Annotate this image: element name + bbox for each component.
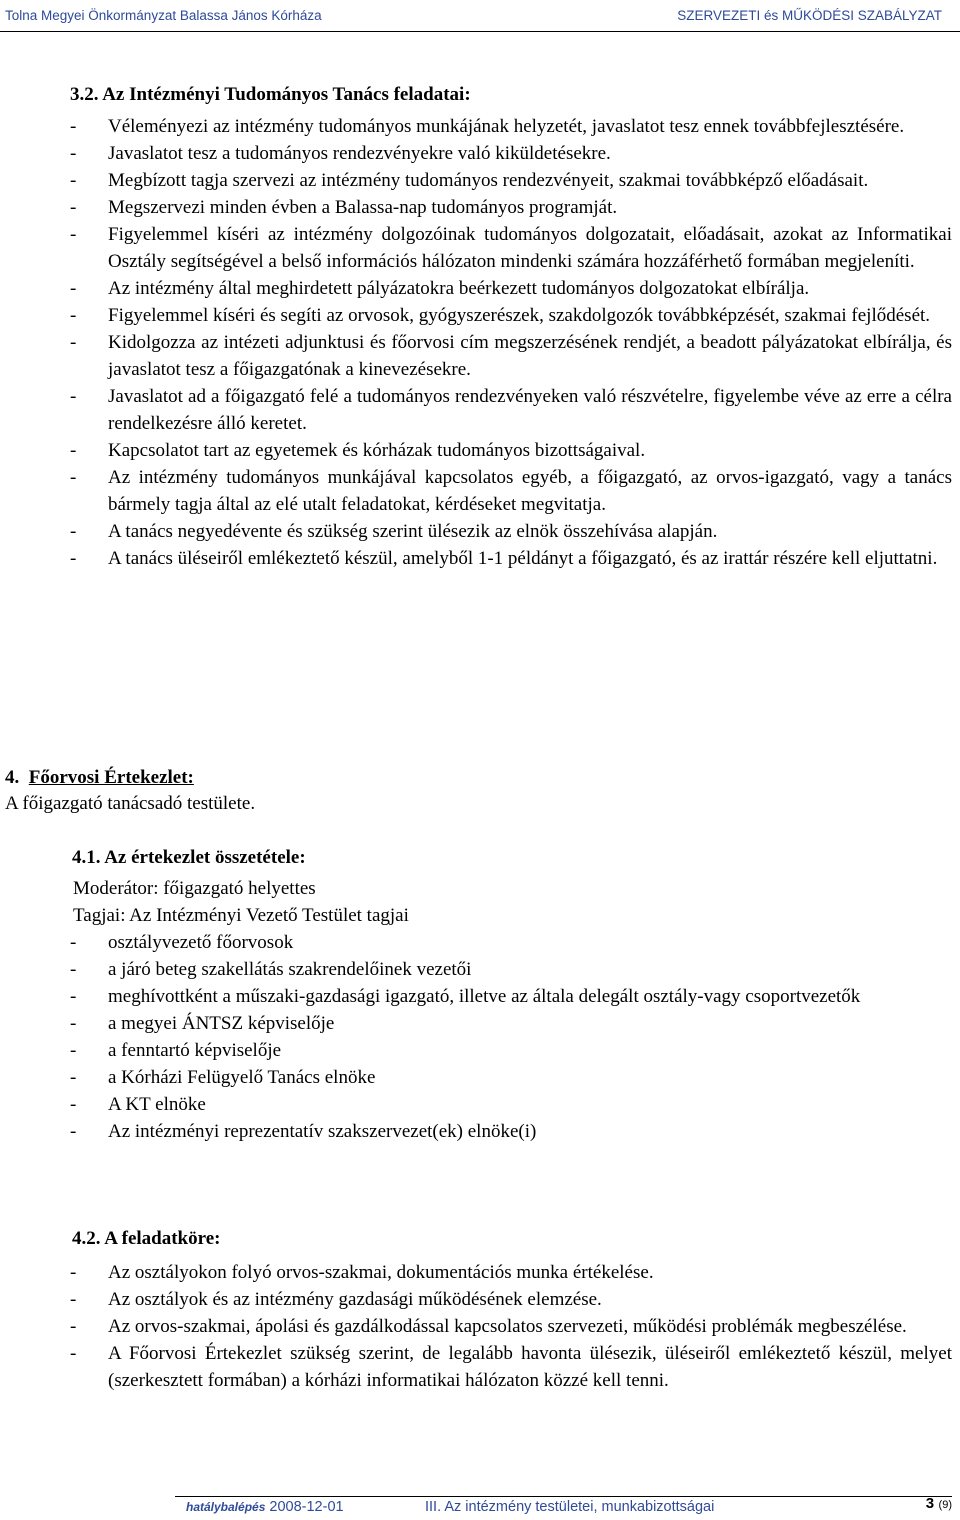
list-item: - meghívottként a műszaki-gazdasági igazgató, illetve az általa delegált osztály-vagy csoportvezetők: [70, 983, 952, 1010]
list-item: - Az orvos-szakmai, ápolási és gazdálkodással kapcsolatos szervezeti, működési problémák megbeszélése.: [70, 1313, 952, 1340]
list-item: - Az intézményi reprezentatív szakszervezet(ek) elnöke(i): [70, 1118, 952, 1145]
list-item: - Megszervezi minden évben a Balassa-nap tudományos programját.: [70, 194, 952, 221]
list-item: - Megbízott tagja szervezi az intézmény tudományos rendezvényeit, szakmai továbbképző előadásait.: [70, 167, 952, 194]
section-4-subtitle: A főigazgató tanácsadó testülete.: [5, 793, 256, 814]
list-item: - Javaslatot tesz a tudományos rendezvényekre való kiküldetésekre.: [70, 140, 952, 167]
list-item: - a Kórházi Felügyelő Tanács elnöke: [70, 1064, 952, 1091]
list-item: - a megyei ÁNTSZ képviselője: [70, 1010, 952, 1037]
section-4-heading: [5, 767, 194, 789]
footer-divider: [175, 1496, 952, 1497]
header-institution: Tolna Megyei Önkormányzat Balassa János Kórháza: [5, 8, 322, 23]
list-item: - Figyelemmel kíséri az intézmény dolgozóinak tudományos dolgozatait, előadásait, azokat az Informatikai Osztály segítségével a belső információs hálózaton mindenki számára hozzáférhető formában megjeleníti.: [70, 221, 952, 275]
header-divider: [0, 31, 960, 32]
moderator-line: Moderátor: főigazgató helyettes: [73, 878, 316, 899]
list-item: - Az osztályok és az intézmény gazdasági működésének elemzése.: [70, 1286, 952, 1313]
list-item: - A KT elnöke: [70, 1091, 952, 1118]
list-item: - Kapcsolatot tart az egyetemek és kórházak tudományos bizottságaival.: [70, 437, 952, 464]
section-4-number: 4.: [5, 767, 20, 788]
list-item: - Az osztályokon folyó orvos-szakmai, dokumentációs munka értékelése.: [70, 1259, 952, 1286]
header-document-title: SZERVEZETI és MŰKÖDÉSI SZABÁLYZAT: [677, 8, 942, 23]
list-item: - a járó beteg szakellátás szakrendelőinek vezetői: [70, 956, 952, 983]
list-item: - a fenntartó képviselője: [70, 1037, 952, 1064]
list-item: - osztályvezető főorvosok: [70, 929, 952, 956]
list-item: - Véleményezi az intézmény tudományos munkájának helyzetét, javaslatot tesz ennek továbbfejlesztésére.: [70, 113, 952, 140]
section-4-1-list: [70, 929, 952, 1145]
section-4-title: Főorvosi Értekezlet:: [28, 767, 194, 788]
page-number: [926, 1495, 952, 1513]
footer-chapter: III. Az intézmény testületei, munkabizottságai: [425, 1499, 715, 1515]
section-3-2-title: 3.2. Az Intézményi Tudományos Tanács feladatai:: [70, 84, 471, 105]
footer-date: 2008-12-01: [269, 1499, 344, 1515]
list-item: - Javaslatot ad a főigazgató felé a tudományos rendezvényeken való részvételre, figyelembe véve az erre a célra rendelkezésre álló keretet.: [70, 383, 952, 437]
list-item: - A tanács üléseiről emlékeztető készül, amelyből 1-1 példányt a főigazgató, és az irattár részére kell eljuttatni.: [70, 545, 952, 572]
members-intro: Tagjai: Az Intézményi Vezető Testület tagjai: [73, 905, 409, 926]
section-4-1-title: 4.1. Az értekezlet összetétele:: [72, 847, 306, 868]
section-4-2-title: 4.2. A feladatköre:: [72, 1228, 221, 1249]
section-3-2-list: [70, 113, 952, 572]
list-item: - Figyelemmel kíséri és segíti az orvosok, gyógyszerészek, szakdolgozók továbbképzését, szakmai fejlődését.: [70, 302, 952, 329]
list-item: - Kidolgozza az intézeti adjunktusi és főorvosi cím megszerzésének rendjét, a beadott pályázatokat elbírálja, és javaslatot tesz a főigazgatónak a kinevezésekre.: [70, 329, 952, 383]
section-4-2-list: [70, 1259, 952, 1394]
list-item: - Az intézmény tudományos munkájával kapcsolatos egyéb, a főigazgató, az orvos-igazgató, vagy a tanács bármely tagja által az elé utalt feladatokat, kérdéseket megvitatja.: [70, 464, 952, 518]
list-item: - A tanács negyedévente és szükség szerint ülésezik az elnök összehívása alapján.: [70, 518, 952, 545]
page-current: 3: [925, 1495, 935, 1512]
list-item: - A Főorvosi Értekezlet szükség szerint, de legalább havonta ülésezik, üléseiről emlékeztető készül, melyet (szerkesztett formában) a kórházi informatikai hálózaton közzé kell tenni.: [70, 1340, 952, 1394]
footer-effective-date: [186, 1499, 344, 1515]
list-item: - Az intézmény által meghirdetett pályázatokra beérkezett tudományos dolgozatokat elbírálja.: [70, 275, 952, 302]
page-total: (9): [938, 1499, 952, 1511]
footer-effective-label: hatálybalépés: [186, 1500, 266, 1514]
